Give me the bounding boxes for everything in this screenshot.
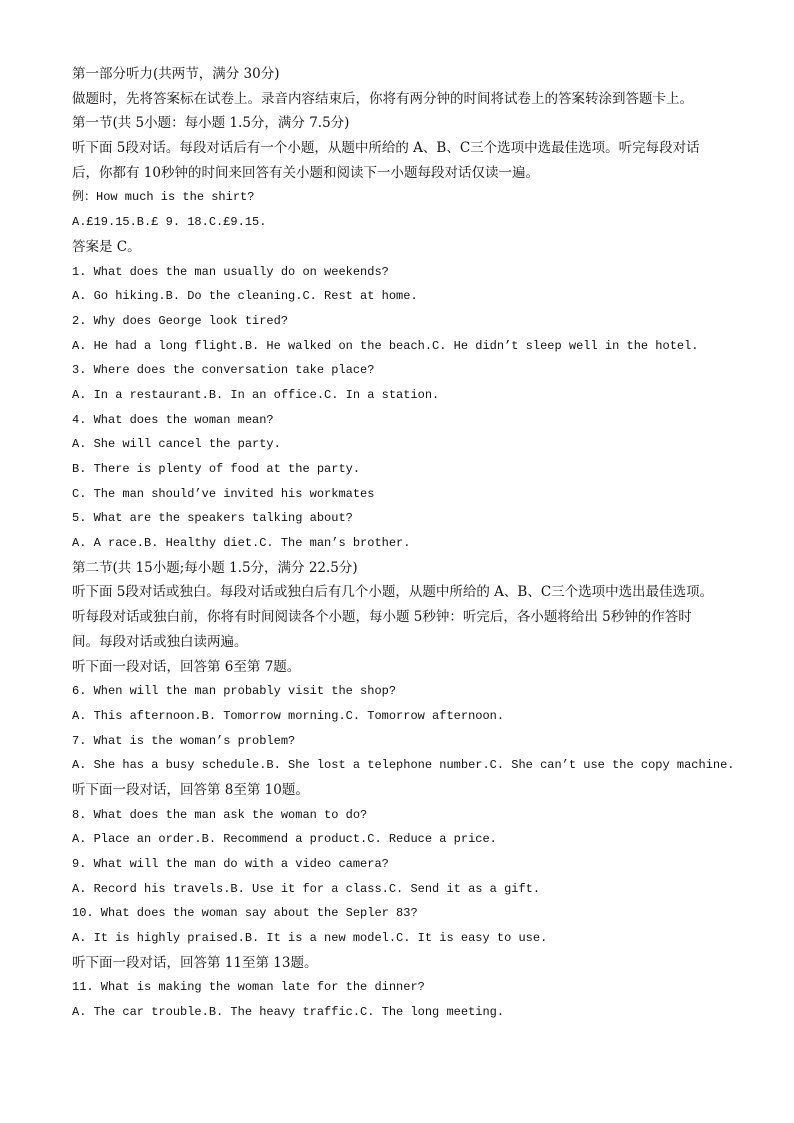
text-line: 做题时，先将答案标在试卷上。录音内容结束后，你将有两分钟的时间将试卷上的答案转涂到答题卡上。 [72, 90, 693, 107]
text-line: 11. What is making the woman late for the dinner? [72, 980, 425, 995]
text-line: A. Record his travels.B. Use it for a class.C. Send it as a gift. [72, 881, 541, 896]
text-line: A. Go hiking.B. Do the cleaning.C. Rest at home. [72, 289, 418, 304]
text-line: 听下面 5段对话或独白。每段对话或独白后有几个小题，从题中所给的 A、B、C三个选项中选出最佳选项。 [72, 584, 714, 601]
text-line: A. He had a long flight.B. He walked on the beach.C. He didn’t sleep well in the hotel. [72, 338, 699, 353]
text-line: 后，你都有 10秒钟的时间来回答有关小题和阅读下一小题每段对话仅读一遍。 [72, 164, 539, 181]
document-page [72, 62, 735, 1025]
text-line: A. It is highly praised.B. It is a new model.C. It is easy to use. [72, 931, 548, 946]
text-line: 听下面一段对话，回答第 8至第 10题。 [72, 781, 309, 798]
text-line: A.£19.15.B.£ 9. 18.C.£9.15. [72, 215, 267, 230]
text-line: 4. What does the woman mean? [72, 412, 274, 427]
text-line: C. The man should’ve invited his workmates [72, 486, 375, 501]
text-line: 间。每段对话或独白读两遍。 [72, 633, 248, 650]
text-line: A. This afternoon.B. Tomorrow morning.C. Tomorrow afternoon. [72, 708, 505, 723]
text-line: A. Place an order.B. Recommend a product.C. Reduce a price. [72, 832, 497, 847]
text-line: 例：How much is the shirt? [72, 190, 255, 205]
text-line: 2. Why does George look tired? [72, 313, 289, 328]
text-line: 答案是 C。 [72, 238, 141, 255]
text-line: 8. What does the man ask the woman to do? [72, 807, 368, 822]
text-line: A. She will cancel the party. [72, 437, 281, 452]
text-line: B. There is plenty of food at the party. [72, 462, 361, 476]
text-line: 3. Where does the conversation take place? [72, 363, 375, 378]
text-line: 6. When will the man probably visit the shop? [72, 684, 397, 699]
text-line: 听下面一段对话，回答第 6至第 7题。 [72, 658, 301, 675]
text-line: 第一部分听力(共两节，满分 30分) [72, 66, 280, 82]
text-line: 第一节(共 5小题：每小题 1.5分，满分 7.5分) [72, 115, 350, 132]
text-line: 听下面一段对话，回答第 11至第 13题。 [72, 954, 318, 971]
text-line: A. A race.B. Healthy diet.C. The man’s brother. [72, 536, 411, 551]
text-line: 7. What is the woman’s problem? [72, 733, 296, 748]
text-line: 10. What does the woman say about the Sepler 83? [72, 906, 418, 921]
text-line: A. The car trouble.B. The heavy traffic.C. The long meeting. [72, 1005, 505, 1020]
text-line: 听每段对话或独白前，你将有时间阅读各个小题，每小题 5秒钟：听完后，各小题将给出 5秒钟的作答时 [72, 609, 692, 626]
text-line: 听下面 5段对话。每段对话后有一个小题，从题中所给的 A、B、C三个选项中选最佳选项。听完每段对话 [72, 140, 700, 157]
text-line: 1. What does the man usually do on weekends? [72, 264, 389, 279]
text-line: A. She has a busy schedule.B. She lost a telephone number.C. She can’t use the copy machine. [72, 758, 735, 773]
text-line: 9. What will the man do with a video camera? [72, 857, 389, 871]
text-line: A. In a restaurant.B. In an office.C. In a station. [72, 387, 440, 402]
text-line: 第二节(共 15小题;每小题 1.5分，满分 22.5分) [72, 559, 358, 576]
text-line: 5. What are the speakers talking about? [72, 511, 353, 526]
